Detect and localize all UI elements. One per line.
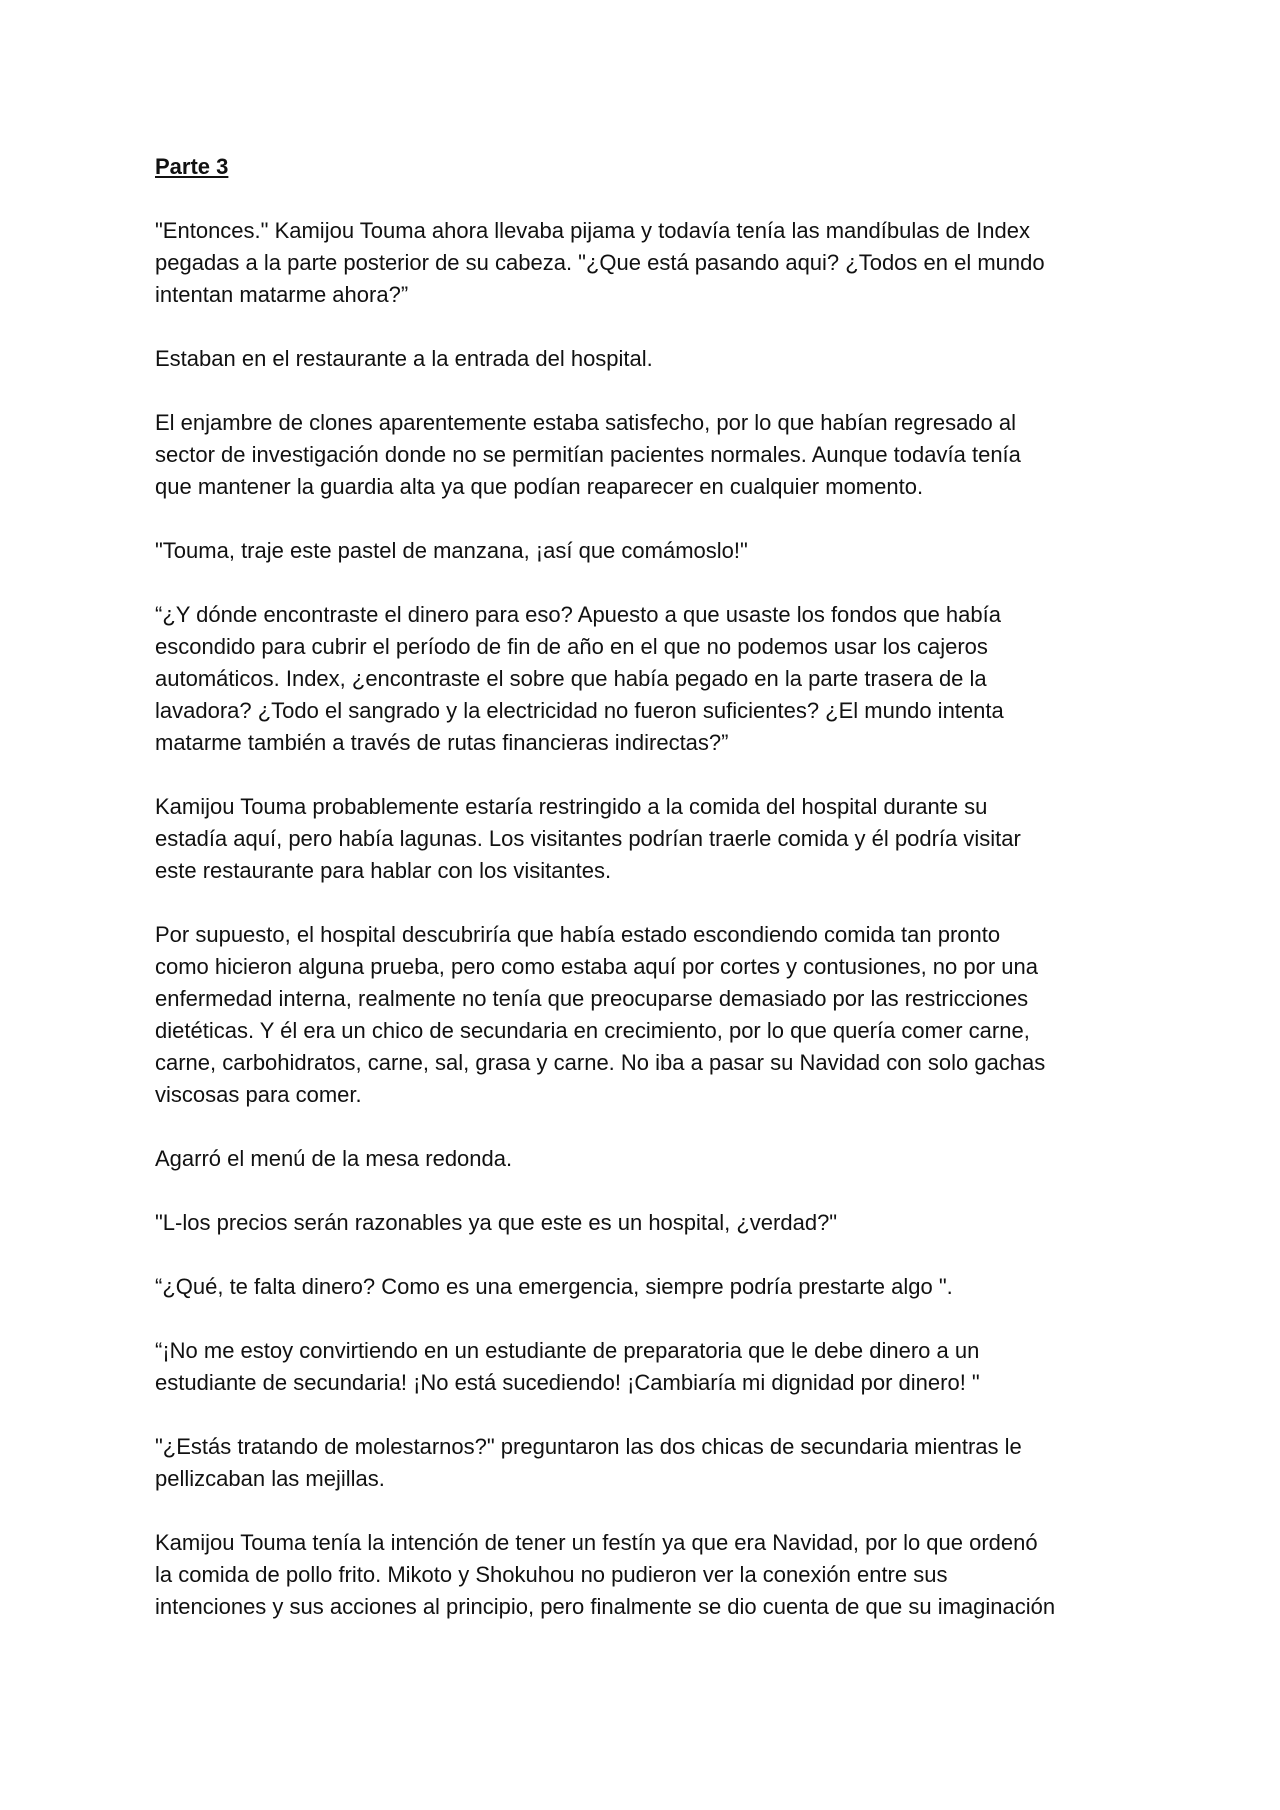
paragraph-1 <box>155 215 1135 311</box>
paragraph-12 <box>155 1431 1135 1495</box>
paragraph-line: "Entonces." Kamijou Touma ahora llevaba pijama y todavía tenía las mandíbulas de Index <box>155 218 1030 243</box>
paragraph-line: “¿Qué, te falta dinero? Como es una emergencia, siempre podría prestarte algo ". <box>155 1274 953 1299</box>
section-heading: Parte 3 <box>155 154 229 179</box>
paragraph-line: automáticos. Index, ¿encontraste el sobre que había pegado en la parte trasera de la <box>155 666 987 691</box>
paragraph-line: que mantener la guardia alta ya que podían reaparecer en cualquier momento. <box>155 474 924 499</box>
paragraph-line: “¡No me estoy convirtiendo en un estudiante de preparatoria que le debe dinero a un <box>155 1338 980 1363</box>
paragraph-line: intenciones y sus acciones al principio, pero finalmente se dio cuenta de que su imaginación <box>155 1594 1056 1619</box>
paragraph-line: dietéticas. Y él era un chico de secundaria en crecimiento, por lo que quería comer carne, <box>155 1018 1030 1043</box>
paragraph-line: este restaurante para hablar con los visitantes. <box>155 858 612 883</box>
paragraph-line: pellizcaban las mejillas. <box>155 1466 385 1491</box>
paragraph-line: Por supuesto, el hospital descubriría que había estado escondiendo comida tan pronto <box>155 922 1001 947</box>
paragraph-line: matarme también a través de rutas financieras indirectas?” <box>155 730 729 755</box>
paragraph-line: Estaban en el restaurante a la entrada del hospital. <box>155 346 653 371</box>
paragraph-line: como hicieron alguna prueba, pero como estaba aquí por cortes y contusiones, no por una <box>155 954 1038 979</box>
paragraph-line: pegadas a la parte posterior de su cabeza. "¿Que está pasando aqui? ¿Todos en el mundo <box>155 250 1045 275</box>
paragraph-line: enfermedad interna, realmente no tenía que preocuparse demasiado por las restricciones <box>155 986 1029 1011</box>
paragraph-line: estudiante de secundaria! ¡No está sucediendo! ¡Cambiaría mi dignidad por dinero! " <box>155 1370 980 1395</box>
paragraph-13 <box>155 1527 1135 1623</box>
paragraph-10 <box>155 1271 1135 1303</box>
paragraph-6 <box>155 791 1135 887</box>
paragraph-line: Kamijou Touma probablemente estaría restringido a la comida del hospital durante su <box>155 794 988 819</box>
paragraph-5 <box>155 599 1135 759</box>
paragraph-line: lavadora? ¿Todo el sangrado y la electricidad no fueron suficientes? ¿El mundo intenta <box>155 698 1004 723</box>
paragraph-2 <box>155 343 1135 375</box>
paragraph-3 <box>155 407 1135 503</box>
paragraph-4 <box>155 535 1135 567</box>
paragraph-11 <box>155 1335 1135 1399</box>
paragraph-line: estadía aquí, pero había lagunas. Los visitantes podrían traerle comida y él podría visitar <box>155 826 1021 851</box>
paragraph-line: "L-los precios serán razonables ya que este es un hospital, ¿verdad?" <box>155 1210 838 1235</box>
paragraph-line: "¿Estás tratando de molestarnos?" preguntaron las dos chicas de secundaria mientras le <box>155 1434 1022 1459</box>
paragraph-7 <box>155 919 1135 1111</box>
paragraph-8 <box>155 1143 1135 1175</box>
document-page <box>155 151 1135 1655</box>
paragraph-line: escondido para cubrir el período de fin de año en el que no podemos usar los cajeros <box>155 634 988 659</box>
paragraph-line: El enjambre de clones aparentemente estaba satisfecho, por lo que habían regresado al <box>155 410 1017 435</box>
paragraph-line: “¿Y dónde encontraste el dinero para eso? Apuesto a que usaste los fondos que había <box>155 602 1001 627</box>
paragraph-line: Kamijou Touma tenía la intención de tener un festín ya que era Navidad, por lo que ordenó <box>155 1530 1038 1555</box>
paragraph-line: sector de investigación donde no se permitían pacientes normales. Aunque todavía tenía <box>155 442 1021 467</box>
paragraph-line: la comida de pollo frito. Mikoto y Shokuhou no pudieron ver la conexión entre sus <box>155 1562 948 1587</box>
paragraph-line: "Touma, traje este pastel de manzana, ¡así que comámoslo!" <box>155 538 748 563</box>
paragraph-9 <box>155 1207 1135 1239</box>
paragraph-line: intentan matarme ahora?” <box>155 282 409 307</box>
paragraph-line: viscosas para comer. <box>155 1082 362 1107</box>
paragraph-line: carne, carbohidratos, carne, sal, grasa y carne. No iba a pasar su Navidad con solo gachas <box>155 1050 1046 1075</box>
paragraph-line: Agarró el menú de la mesa redonda. <box>155 1146 513 1171</box>
